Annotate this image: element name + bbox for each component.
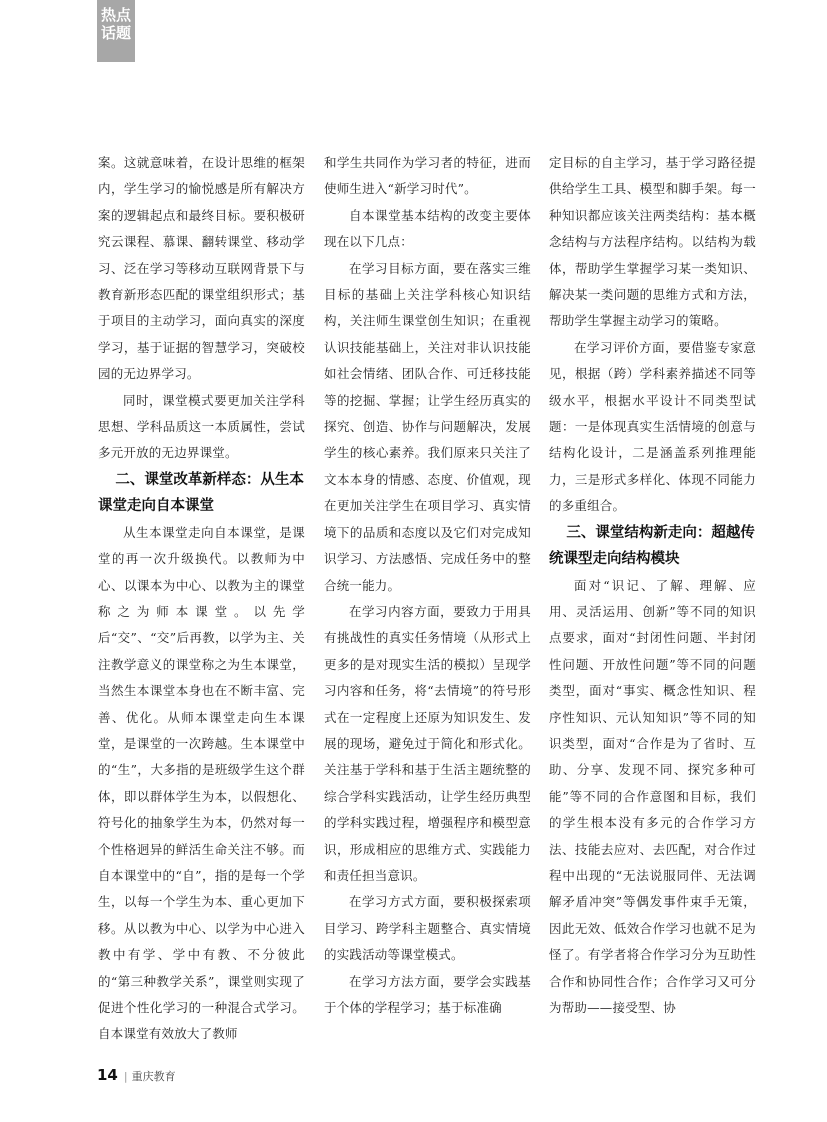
paragraph: 和学生共同作为学习者的特征，进而使师生进入“新学习时代”。: [324, 155, 531, 197]
section-heading: 二、课堂改革新样态：从生本课堂走向自本课堂: [98, 471, 304, 515]
section-heading: 三、课堂结构新走向：超越传统课型走向结构模块: [549, 524, 755, 568]
paragraph: 案。这就意味着，在设计思维的框架内，学生学习的愉悦感是所有解决方案的逻辑起点和最终目标。要积极研究云课程、慕课、翻转课堂、移动学习、泛在学习等移动互联网背景下与教育新形态匹配的课堂组织形式；基于项目的主动学习，面向真实的深度学习，基于证据的智慧学习，突破校园的无边界学习。: [98, 155, 305, 382]
page-number: 14: [97, 1066, 118, 1084]
paragraph: 在学习内容方面，要致力于用具有挑战性的真实任务情境（从形式上更多的是对现实生活的模拟）呈现学习内容和任务，将“去情境”的符号形式在一定程度上还原为知识发生、发展的现场，避免过于简化和形式化。关注基于学科和基于生活主题统整的综合学科实践活动，让学生经历典型的学科实践过程，增强程序和模型意识，形成相应的思维方式、实践能力和责任担当意识。: [324, 603, 531, 883]
paragraph: 定目标的自主学习，基于学习路径提供给学生工具、模型和脚手架。每一种知识都应该关注两类结构：基本概念结构与方法程序结构。以结构为载体，帮助学生掌握学习某一类知识、解决某一类问题的思维方式和方法，帮助学生掌握主动学习的策略。: [549, 155, 756, 329]
section-tag-line2: 话题: [100, 24, 131, 42]
publication-name: 重庆教育: [131, 1070, 176, 1083]
paragraph: 在学习目标方面，要在落实三维目标的基础上关注学科核心知识结构，关注师生课堂创生知识；在重视认识技能基础上，关注对非认识技能如社会情绪、团队合作、可迁移技能等的挖掘、掌握；让学生经历真实的探究、创造、协作与问题解决，发展学生的核心素养。我们原来只关注了文本本身的情感、态度、价值观，现在更加关注学生在项目学习、真实情境下的品质和态度以及它们对完成知识学习、方法感悟、完成任务中的整合统一能力。: [324, 260, 531, 593]
paragraph: 同时，课堂模式要更加关注学科思想、学科品质这一本质属性，尝试多元开放的无边界课堂。: [98, 392, 305, 461]
paragraph: 在学习方法方面，要学会实践基于个体的学程学习；基于标准确: [324, 973, 531, 1015]
footer-separator: |: [123, 1070, 128, 1083]
text-column-2: [324, 150, 531, 1021]
text-column-3: [549, 150, 756, 1021]
page-footer: [97, 1066, 176, 1084]
paragraph: 在学习评价方面，要借鉴专家意见，根据（跨）学科素养描述不同等级水平，根据水平设计不同类型试题：一是体现真实生活情境的创意与结构化设计，二是涵盖系列推理能力，三是形式多样化、体现不同能力的多重组合。: [549, 339, 756, 514]
section-tag: [97, 0, 135, 62]
paragraph: 在学习方式方面，要积极探索项目学习、跨学科主题整合、真实情境的实践活动等课堂模式。: [324, 894, 531, 963]
section-tag-line1: 热点: [100, 6, 131, 24]
paragraph: 从生本课堂走向自本课堂，是课堂的再一次升级换代。以教师为中心、以课本为中心、以教为主的课堂称之为师本课堂。以先学后“交”、“交”后再教，以学为主、关注教学意义的课堂称之为生本课堂，当然生本课堂本身也在不断丰富、完善、优化。从师本课堂走向生本课堂，是课堂的一次跨越。生本课堂中的“生”，大多指的是班级学生这个群体，即以群体学生为本，以假想化、符号化的抽象学生为本，仍然对每一个性格迥异的鲜活生命关注不够。而自本课堂中的“自”，指的是每一个学生，以每一个学生为本、重心更加下移。从以教为中心、以学为中心进入教中有学、学中有教、不分彼此的“第三种教学关系”，课堂则实现了促进个性化学习的一种混合式学习。自本课堂有效放大了教师: [98, 524, 305, 1042]
paragraph: 自本课堂基本结构的改变主要体现在以下几点：: [324, 207, 531, 250]
paragraph: 面对“识记、了解、理解、应用、灵活运用、创新”等不同的知识点要求，面对“封闭性问题、半封闭性问题、开放性问题”等不同的问题类型，面对“事实、概念性知识、程序性知识、元认知知识”等不同的知识类型，面对“合作是为了省时、互助、分享、发现不同、探究多种可能”等不同的合作意图和目标，我们的学生根本没有多元的合作学习方法、技能去应对、去匹配，对合作过程中出现的“无法说服同伴、无法调解矛盾冲突”等偶发事件束手无策，因此无效、低效合作学习也就不足为怪了。有学者将合作学习分为互助性合作和协同性合作；合作学习又可分为帮助——接受型、协: [549, 577, 756, 1015]
text-column-1: [98, 150, 305, 1048]
